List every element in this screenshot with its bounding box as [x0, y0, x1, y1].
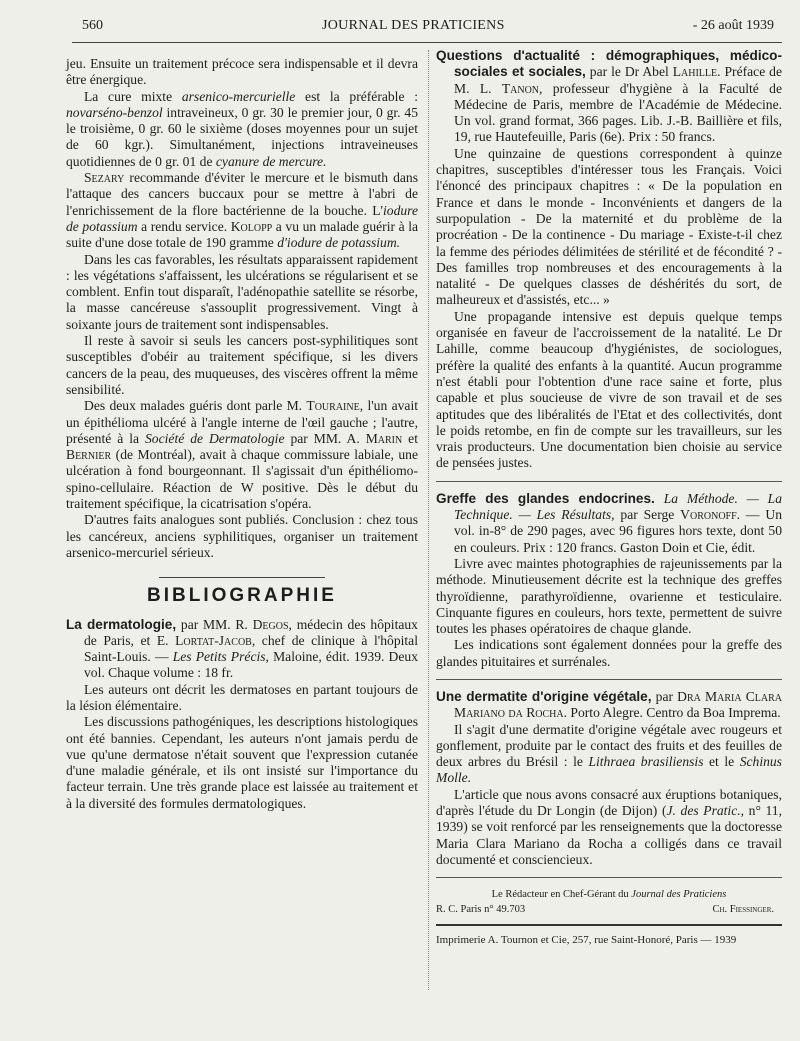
column-divider	[428, 50, 429, 990]
paragraph: Les discussions pathogéniques, les descriptions histologiques ont été bannies. Cependant, les auteurs n'ont jamais perdu de vue qu'une dermatose n'était souvent que l'expression cutanée d'une maladie générale, et ils ont insisté sur l'importance du facteur terrain. Une très grande place est laissée au traitement et à la diversité des formules dermatologiques.	[66, 714, 418, 811]
page-header	[72, 18, 782, 43]
entry-separator	[436, 481, 782, 482]
section-heading: BIBLIOGRAPHIE	[147, 585, 337, 607]
paragraph: Une quinzaine de questions correspondent à quinze chapitres, susceptibles d'intéresser tous les Français. Voici l'énoncé des principaux chapitres : « De la population en France et dans le monde - Inconvénients et dangers de la surpopulation - De la maternité et du problème de la procréation - De la continence - Du mariage - Existe-t-il chez la femme des périodes délimitées de stérilité et de fécondité ? - Des familles trop nombreuses et des encouragements à la natalité - De quelques classes de déshérités du sort, de malheureux et d'assistés, etc... »	[436, 145, 782, 308]
registration-line	[436, 902, 782, 917]
left-column	[66, 56, 418, 812]
right-column	[436, 48, 782, 948]
review-entry-heading: Greffe des glandes endocrines. La Méthode. — La Technique. — Les Résultats, par Serge Voronoff. — Un vol. in-8° de 290 pages, avec 96 figures hors texte, dont 50 en couleurs. Prix : 120 francs. Gaston Doin et Cie, édit.	[436, 490, 782, 555]
editor-line: Le Rédacteur en Chef-Gérant du Journal des Praticiens	[491, 889, 727, 901]
paragraph: Il s'agit d'une dermatite d'origine végétale avec rougeurs et gonflement, produite par le contact des fruits et des feuilles de deux arbres du Brésil : le Lithraea brasiliensis et le Schinus Molle.	[436, 721, 782, 786]
paragraph: Des deux malades guéris dont parle M. Touraine, l'un avait un épithélioma ulcéré à l'angle interne de l'œil gauche ; l'autre, présenté à la Société de Dermatologie par MM. A. Marin et Bernier (de Montréal), avait à chaque commissure labiale, une ulcération à fond bourgeonnant. Il s'agissait d'un épithéliomo-spino-cellulaire. Réaction de W positive. Dès le début du traitement spécifique, la cicatrisation s'opéra.	[66, 398, 418, 512]
review-entry-heading: La dermatologie, par MM. R. Degos, médecin des hôpitaux de Paris, et E. Lortat-Jacob, chef de clinique à l'hôpital Saint-Louis. — Les Petits Précis, Maloine, édit. 1939. Deux vol. Chaque volume : 18 fr.	[66, 616, 418, 681]
footer-rule	[436, 924, 782, 926]
paragraph: Les indications sont également données pour la greffe des glandes pituitaires et surrénales.	[436, 637, 782, 669]
paragraph: Il reste à savoir si seuls les cancers post-syphilitiques sont susceptibles d'obéir au traitement spécifique, si les divers cancers de la peau, des muqueuses, des viscères offrent la même sensibilité.	[66, 333, 418, 397]
footer-separator	[436, 877, 782, 878]
registration-number: R. C. Paris n° 49.703	[436, 904, 526, 916]
paragraph: Sezary recommande d'éviter le mercure et le bismuth dans l'attaque des cancers buccaux pour se mettre à l'abri de l'enrichissement de la flore bactérienne de la bouche. L'iodure de potassium a rendu service. Kolopp a vu un malade guérir à la suite d'une dose totale de 190 gramme d'iodure de potassium.	[66, 170, 418, 251]
paragraph: La cure mixte arsenico-mercurielle est la préférable : novarséno-benzol intraveineux, 0 gr. 30 le premier jour, 0 gr. 45 le troisième, 0 gr. 60 le sixième (doses moyennes pour un sujet de 60 kgr.). Simultanément, injections intraveineuses quotidiennes de 0 gr. 01 de cyanure de mercure.	[66, 88, 418, 169]
paragraph: D'autres faits analogues sont publiés. Conclusion : chez tous les cancéreux, anciens syphilitiques, organiser un traitement arsenico-mercuriel sérieux.	[66, 512, 418, 560]
review-entry-heading: Une dermatite d'origine végétale, par Dra Maria Clara Mariano da Rocha. Porto Alegre. Centro da Boa Imprema.	[436, 688, 783, 721]
section-rule	[159, 577, 325, 578]
review-entry-heading: Questions d'actualité : démographiques, médico-sociales et sociales, par le Dr Abel Lahille. Préface de M. L. Tanon, professeur d'hygiène à la Faculté de Médecine de Paris, membre de l'Académie de Médecine. Un vol. grand format, 366 pages. Lib. J.-B. Baillière et fils, 19, rue Hautefeuille, Paris (6e). Prix : 50 francs.	[436, 48, 783, 145]
page-number: 560	[82, 18, 103, 33]
paragraph: Dans les cas favorables, les résultats apparaissent rapidement : les végétations s'affaissent, les ulcérations se régularisent et se comblent. Enfin tout disparaît, l'adénopathie satellite se résorbe, la masse cancéreuse s'assouplit progressivement. Vingt à soixante jours de traitement sont indispensables.	[66, 251, 418, 332]
journal-title: JOURNAL DES PRATICIENS	[322, 18, 505, 33]
editor-signature: Ch. Fiessinger.	[712, 904, 774, 916]
paragraph: Les auteurs ont décrit les dermatoses en partant toujours de la lésion élémentaire.	[66, 681, 418, 713]
entry-separator	[436, 679, 782, 680]
printer-line: Imprimerie A. Tournon et Cie, 257, rue Saint-Honoré, Paris — 1939	[436, 934, 737, 947]
issue-date: - 26 août 1939	[692, 18, 774, 33]
paragraph: Livre avec maintes photographies de rajeunissements par la méthode. Minutieusement décrite est la technique des greffes thyroïdienne, parathyroïdienne, ovarienne et testiculaire. Cinquante figures en couleurs, hors texte, permettent de suivre toutes les phases opératoires de chaque glande.	[436, 555, 782, 637]
publication-footer	[436, 887, 782, 948]
paragraph: Une propagande intensive est depuis quelque temps organisée en faveur de l'accroissement de la natalité. Le Dr Lahille, comme beaucoup d'hygiénistes, de sociologues, préfère la qualité des enfants à la quantité. Aucun programme n'est établi pour l'obtention d'une race saine et forte, plus capable et plus soucieuse de vivre de son travail et de ses aptitudes que des libéralités de l'Etat et des collectivités, dont le poids retombe, en fin de compte sur les travailleurs, sur les vrais producteurs. Une documentation bien choisie au service de pensées justes.	[436, 308, 782, 471]
paragraph: jeu. Ensuite un traitement précoce sera indispensable et il devra être énergique.	[66, 56, 418, 88]
paragraph: L'article que nous avons consacré aux éruptions botaniques, d'après l'étude du Dr Longin (de Dijon) (J. des Pratic., n° 11, 1939) se voit renforcé par les renseignements que la doctoresse Maria Clara Mariano da Rocha a colligés dans ce travail documenté et consciencieux.	[436, 786, 783, 867]
